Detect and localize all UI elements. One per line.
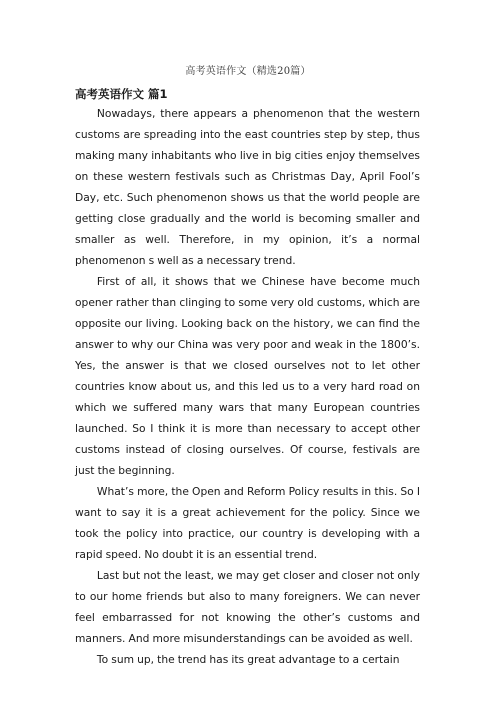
paragraph-1: Nowadays, there appears a phenomenon that the western customs are spreading into the east countries step by step, thus making many inhabitants who live in big cities enjoy themselves on these western festivals such as Christmas Day, April Fool’s Day, etc. Such phenomenon shows us that the world people are getting close gradually and the world is becoming smaller and smaller as well. Therefore, in my opinion, it’s a normal phenomenon s well as a necessary trend. — [75, 107, 420, 267]
running-header: 高考英语作文（精选20篇） — [185, 66, 311, 77]
paragraph-4: Last but not the least, we may get closer and closer not only to our home friends but also to many foreigners. We can never feel embarrassed for not knowing the other’s customs and manners. And more misunderstandings can be avoided as well. — [75, 569, 420, 645]
paragraph-5: To sum up, the trend has its great advantage to a certain — [96, 653, 400, 666]
paragraph-3: What’s more, the Open and Reform Policy results in this. So I want to say it is a great achievement for the policy. Since we took the policy into practice, our country is developing with a rapid speed. No doubt it is an essential trend. — [75, 485, 420, 561]
section-title: 高考英语作文 篇1 — [75, 87, 168, 101]
paragraph-2: First of all, it shows that we Chinese have become much opener rather than clinging to some very old customs, which are opposite our living. Looking back on the history, we can find the answer to why our China was very poor and weak in the 1800’s. Yes, the answer is that we closed ourselves not to let other countries know about us, and this led us to a very hard road on which we suffered many wars that many European countries launched. So I think it is more than necessary to accept other customs instead of closing ourselves. Of course, festivals are just the beginning. — [75, 275, 420, 477]
document-body — [75, 86, 420, 670]
